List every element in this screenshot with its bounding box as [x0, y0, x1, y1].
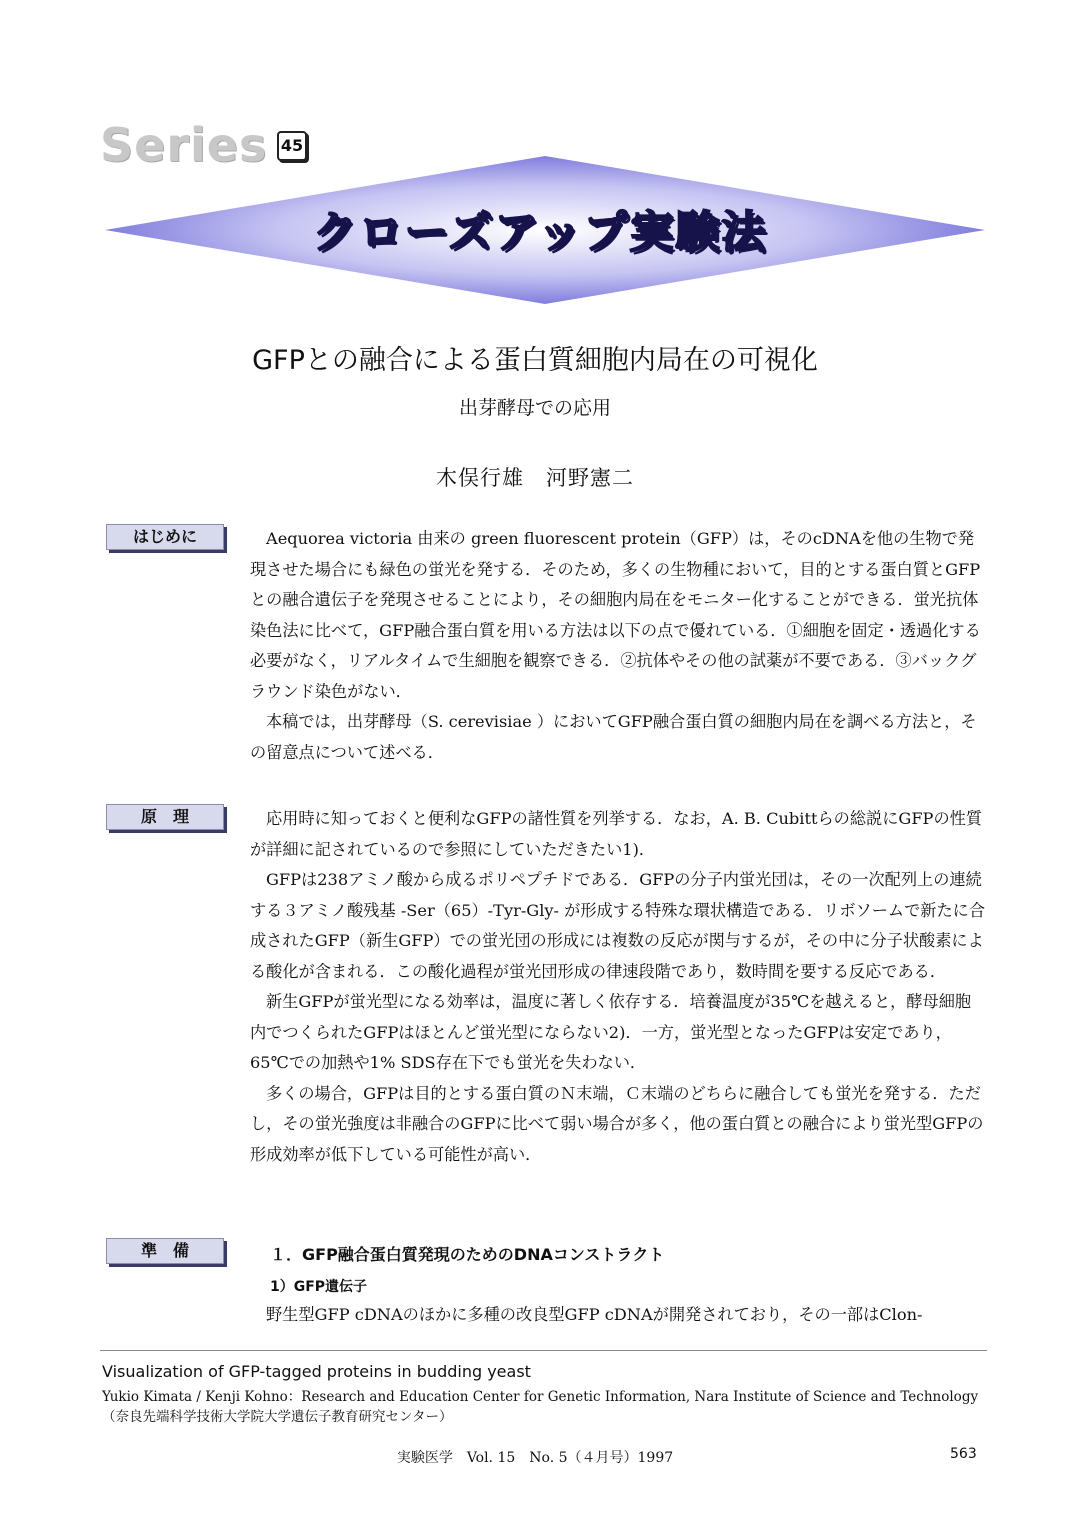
japanese-affiliation: （奈良先端科学技術大学院大学遺伝子教育研究センター）: [102, 1409, 453, 1425]
article-title: GFPとの融合による蛋白質細胞内局在の可視化: [252, 345, 818, 376]
paragraph: 新生GFPが蛍光型になる効率は，温度に著しく依存する．培養温度が35℃を越えると，酵母細胞内でつくられたGFPはほとんど蛍光型にならない2)．一方，蛍光型となったGFPは安定であり，65℃での加熱や1% SDS存在下でも蛍光を失わない．: [250, 992, 972, 1072]
paragraph: Aequorea victoria 由来の green fluorescent protein（GFP）は，そのcDNAを他の生物で発現させた場合にも緑色の蛍光を発する．そのため，多くの生物種において，目的とする蛋白質とGFPとの融合遺伝子を発現させることにより，その細胞内局在をモニター化することができる．蛍光抗体染色法に比べて，GFP融合蛋白質を用いる方法は以下の点で優れている．①細胞を固定・透過化する必要がなく，リアルタイムで生細胞を観察できる．②抗体やその他の試薬が不要である．③バックグラウンド染色がない．: [250, 529, 981, 701]
paragraph: 応用時に知っておくと便利なGFPの諸性質を列挙する．なお，A. B. Cubittらの総説にGFPの性質が詳細に記されているので参照にしていただきたい1)．: [250, 809, 983, 859]
series-number-badge: 45: [277, 131, 307, 161]
series-label: Series: [100, 118, 268, 172]
footer-divider: [100, 1350, 987, 1351]
article-subtitle: 出芽酵母での応用: [458, 397, 611, 419]
paragraph: 多くの場合，GFPは目的とする蛋白質のＮ末端，Ｃ末端のどちらに融合しても蛍光を発する．ただし，その蛍光強度は非融合のGFPに比べて弱い場合が多く，他の蛋白質との融合により蛍光型GFPの形成効率が低下している可能性が高い．: [250, 1083, 984, 1164]
paragraph: GFPは238アミノ酸から成るポリペプチドである．GFPの分子内蛍光団は，その一次配列上の連続する３アミノ酸残基 -Ser（65）-Tyr-Gly- が形成する特殊な環状構造である．リボソームで新たに合成されたGFP（新生GFP）での蛍光団の形成には複数の反応が関与するが，その中に分子状酸素による酸化が含まれる．この酸化過程が蛍光団形成の律速段階であり，数時間を要する反応である．: [250, 870, 986, 981]
journal-citation: 実験医学 Vol. 15 No. 5（４月号）1997: [396, 1450, 674, 1466]
page-number: 563: [950, 1446, 977, 1462]
article-authors: 木俣行雄 河野憲二: [436, 466, 634, 490]
subsection-heading: １．GFP融合蛋白質発現のためのDNAコンストラクト: [270, 1245, 665, 1264]
section-label-principle: 原 理: [106, 804, 224, 830]
banner-title: クローズアップ実験法: [312, 207, 768, 258]
section-label-preparation: 準 備: [106, 1238, 224, 1264]
section-label-intro: はじめに: [106, 524, 224, 550]
paragraph: 野生型GFP cDNAのほかに多種の改良型GFP cDNAが開発されており，その一部はClon-: [266, 1305, 923, 1324]
subsubsection-heading: 1）GFP遺伝子: [270, 1279, 368, 1295]
section-body-preparation: [250, 1300, 987, 1331]
section-body-intro: [250, 524, 987, 768]
paragraph: 本稿では，出芽酵母（S. cerevisiae ）においてGFP融合蛋白質の細胞内局在を調べる方法と，その留意点について述べる．: [250, 712, 977, 762]
english-authors: Yukio Kimata / Kenji Kohno：Research and Education Center for Genetic Information, Nara Institute of Science and Technology: [102, 1389, 979, 1405]
section-body-principle: [250, 804, 987, 1170]
english-title: Visualization of GFP-tagged proteins in budding yeast: [102, 1362, 531, 1381]
